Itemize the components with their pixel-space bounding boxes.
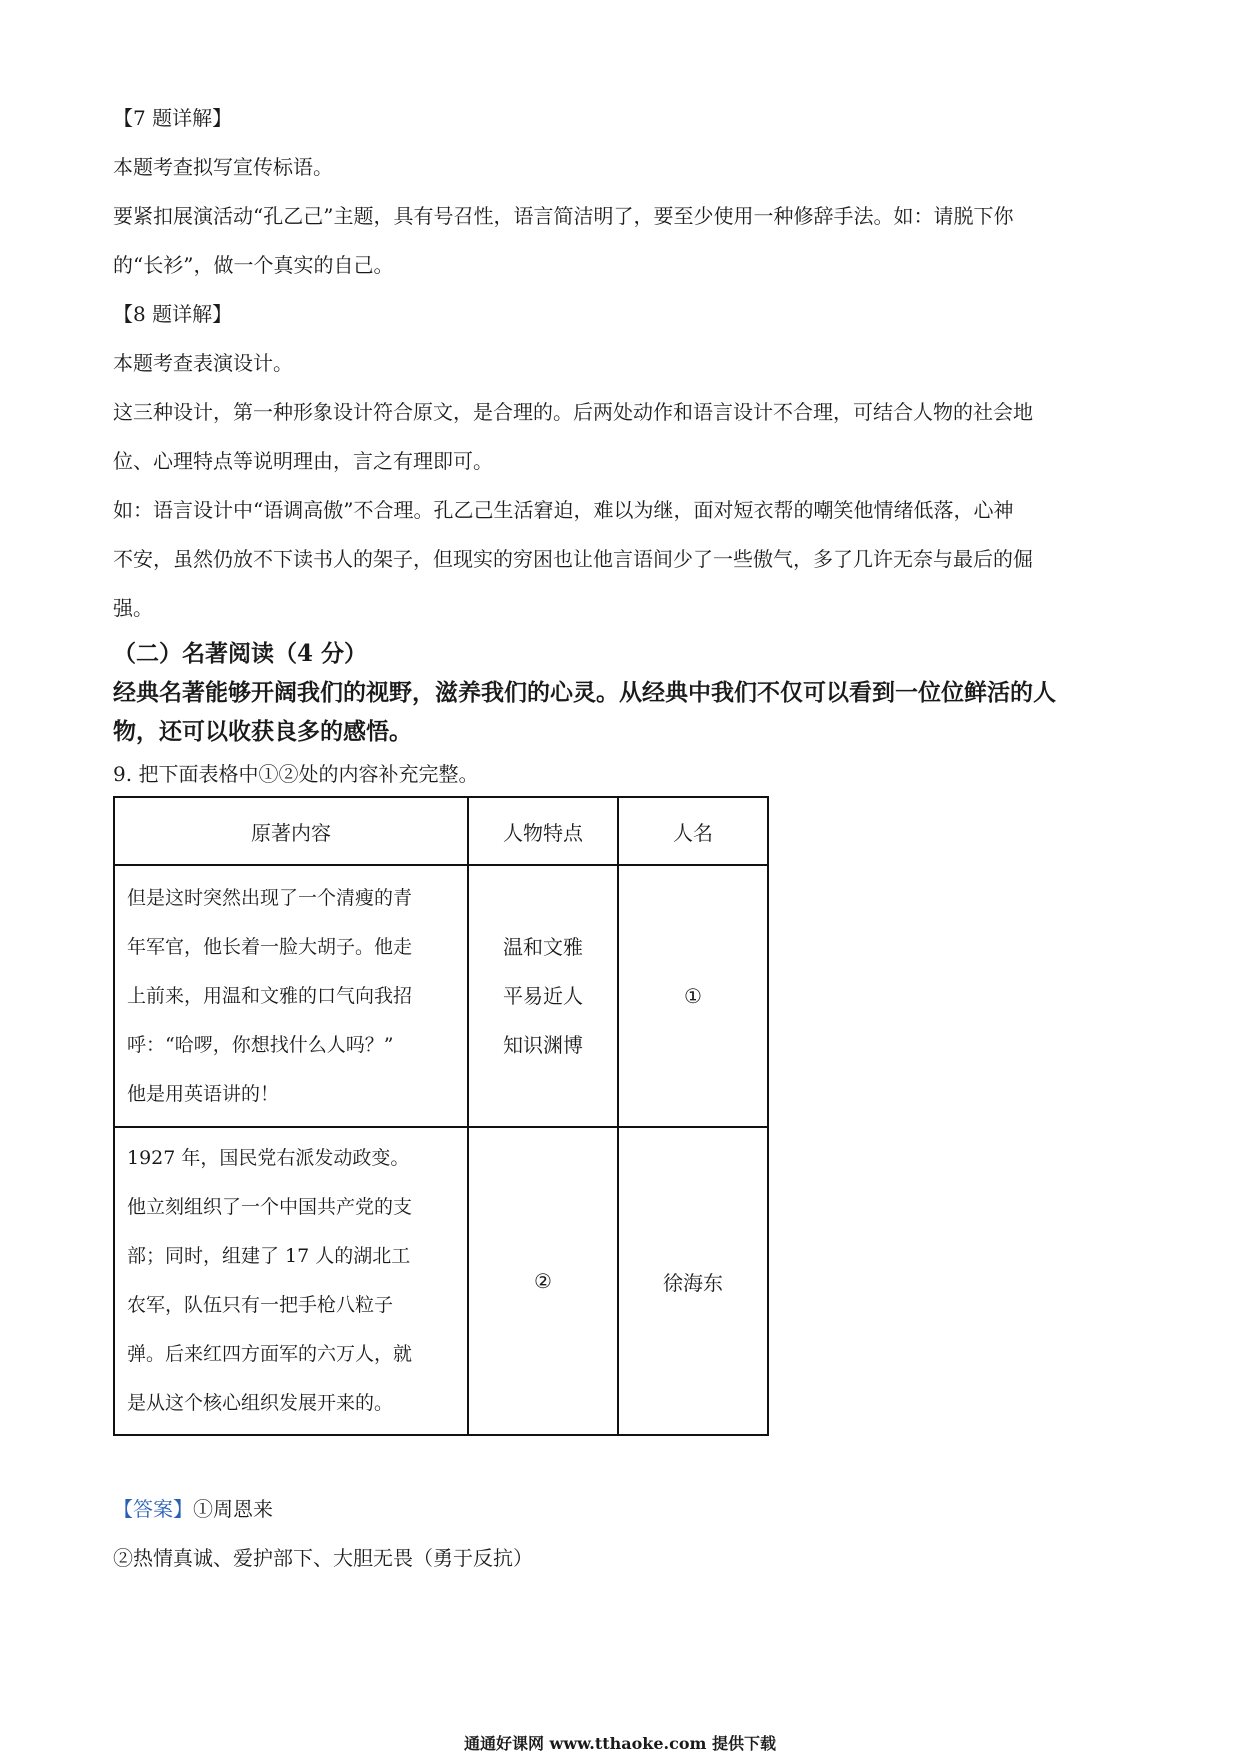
q7-line-2: 要紧扣展演活动“孔乙己”主题，具有号召性，语言简洁明了，要至少使用一种修辞手法。如：请脱下你 [113, 204, 1014, 228]
footer-credit: 通通好课网 www.tthaoke.com 提供下载 [463, 1734, 777, 1753]
header-content: 原著内容 [114, 797, 468, 865]
row1-content-line: 上前来，用温和文雅的口气向我招 [127, 984, 413, 1007]
row2-content-line: 部；同时，组建了 17 人的湖北工 [127, 1245, 411, 1267]
answer-line-2: ②热情真诚、爱护部下、大胆无畏（勇于反抗） [113, 1546, 533, 1570]
q8-line-1: 本题考查表演设计。 [113, 351, 293, 375]
header-traits: 人物特点 [468, 797, 618, 865]
answer-text-1: ①周恩来 [193, 1497, 273, 1521]
table-row [114, 865, 768, 1127]
q7-heading: 【7 题详解】 [113, 106, 233, 130]
row1-content [114, 865, 468, 1127]
q9-prompt: 9. 把下面表格中①②处的内容补充完整。 [113, 762, 479, 786]
row1-name: ① [618, 865, 768, 1127]
row1-content-line: 年军官，他长着一脸大胡子。他走 [127, 935, 413, 958]
row2-content-line: 是从这个核心组织发展开来的。 [127, 1392, 394, 1414]
section-title: （二）名著阅读（4 分） [113, 640, 368, 667]
row1-content-line: 呼：“哈啰，你想找什么人吗？” [127, 1033, 394, 1056]
q8-heading: 【8 题详解】 [113, 302, 233, 326]
intro-line-1: 经典名著能够开阔我们的视野，滋养我们的心灵。从经典中我们不仅可以看到一位位鲜活的人 [113, 679, 1056, 706]
row2-content [114, 1127, 468, 1435]
row2-content-line: 1927 年，国民党右派发动政变。 [127, 1147, 410, 1169]
row2-traits [468, 1127, 618, 1435]
row2-name: 徐海东 [618, 1127, 768, 1435]
row1-content-line: 但是这时突然出现了一个清瘦的青 [127, 886, 413, 909]
table-row [114, 1127, 768, 1435]
row2-trait: ② [534, 1268, 552, 1293]
table-header-row [114, 797, 768, 865]
book-table [113, 796, 769, 1436]
q8-line-6: 强。 [113, 596, 153, 620]
row1-trait: 平易近人 [503, 983, 583, 1008]
row2-content-line: 农军，队伍只有一把手枪八粒子 [127, 1294, 394, 1316]
row2-content-line: 弹。后来红四方面军的六万人，就 [127, 1343, 413, 1365]
q8-line-3: 位、心理特点等说明理由，言之有理即可。 [113, 449, 493, 473]
row2-content-line: 他立刻组织了一个中国共产党的支 [127, 1196, 413, 1218]
q8-line-2: 这三种设计，第一种形象设计符合原文，是合理的。后两处动作和语言设计不合理，可结合人物的社会地 [113, 400, 1033, 424]
intro-line-2: 物，还可以收获良多的感悟。 [113, 718, 412, 745]
q8-line-4: 如：语言设计中“语调高傲”不合理。孔乙己生活窘迫，难以为继，面对短衣帮的嘲笑他情绪低落，心神 [113, 498, 1014, 522]
row1-content-line: 他是用英语讲的！ [127, 1082, 280, 1105]
row1-trait: 知识渊博 [503, 1032, 583, 1057]
row1-traits [468, 865, 618, 1127]
q8-line-5: 不安，虽然仍放不下读书人的架子，但现实的穷困也让他言语间少了一些傲气，多了几许无奈与最后的倔 [113, 547, 1033, 571]
answer-tag: 【答案】 [113, 1497, 193, 1521]
row1-trait: 温和文雅 [503, 934, 583, 959]
q7-line-3: 的“长衫”，做一个真实的自己。 [113, 253, 394, 277]
q7-line-1: 本题考查拟写宣传标语。 [113, 155, 333, 179]
header-name: 人名 [618, 797, 768, 865]
answer-line-1 [113, 1495, 273, 1523]
